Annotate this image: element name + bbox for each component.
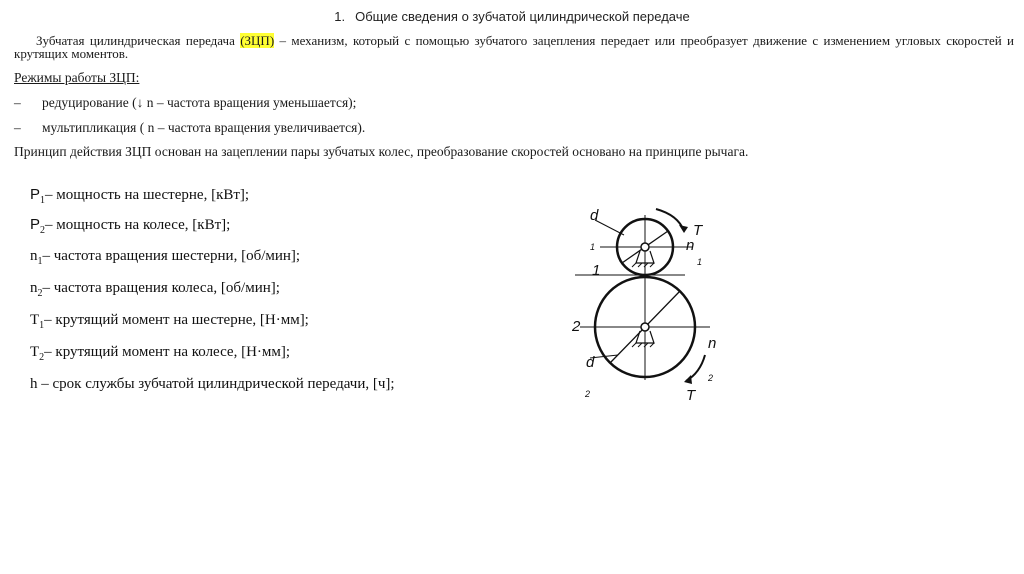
param-symbol: T xyxy=(30,344,40,360)
param-symbol: T xyxy=(30,312,40,328)
d2-label: d xyxy=(586,354,595,371)
n2-sub: 2 xyxy=(708,373,714,383)
param-t1 xyxy=(30,312,309,331)
param-symbol: h xyxy=(30,376,38,392)
intro-highlight: (ЗЦП) xyxy=(240,33,275,48)
mode-dash: – xyxy=(14,95,21,110)
param-symbol: P xyxy=(30,216,41,233)
d2-sub: 2 xyxy=(585,389,591,399)
gear-2-label: 2 xyxy=(572,318,581,335)
n1-label: n xyxy=(686,237,695,254)
param-text: – частота вращения шестерни, [об/мин]; xyxy=(42,248,301,264)
principle-text: Принцип действия ЗЦП основан на зацеплении пары зубчатых колес, преобразование скоростей основано на принципе рычага. xyxy=(14,144,749,159)
t-top-label: T xyxy=(693,222,703,239)
mode-item-reduction xyxy=(14,95,356,111)
param-subscript: 2 xyxy=(40,225,46,236)
param-subscript: 2 xyxy=(37,288,43,299)
intro-after: – механизм, который с помощью зубчатого зацепления передает или преобразует движение с изменением угловых скоростей и крутящих моментов. xyxy=(14,33,1014,61)
mode-item-multiplication xyxy=(14,120,365,136)
torque-arrow-top xyxy=(656,209,684,231)
section-title: Общие сведения о зубчатой цилиндрической передаче xyxy=(355,9,690,24)
intro-before: Зубчатая цилиндрическая передача xyxy=(36,33,241,48)
param-text: – крутящий момент на колесе, [Н·мм]; xyxy=(44,344,291,360)
section-heading xyxy=(0,9,1024,24)
param-text: – мощность на шестерне, [кВт]; xyxy=(45,187,250,203)
gear-pair-diagram xyxy=(560,195,760,410)
n2-label: n xyxy=(708,335,717,352)
param-symbol: P xyxy=(30,186,41,203)
mode-text: мультипликация ( n – частота вращения увеличивается). xyxy=(42,120,366,135)
intro-paragraph xyxy=(14,34,1014,60)
param-text: – крутящий момент на шестерне, [Н·мм]; xyxy=(44,312,309,328)
param-text: – частота вращения колеса, [об/мин]; xyxy=(42,280,280,296)
mode-text: редуцирование (↓ n – частота вращения уменьшается); xyxy=(42,95,357,110)
param-t2 xyxy=(30,344,290,363)
param-n1 xyxy=(30,248,300,267)
d1-label: d xyxy=(590,207,599,224)
d1-sub: 1 xyxy=(590,242,596,252)
param-p2 xyxy=(30,216,230,236)
param-text: – срок службы зубчатой цилиндрической передачи, [ч]; xyxy=(37,376,395,392)
t-bottom-label: T xyxy=(686,387,696,404)
gear-1-label: 1 xyxy=(592,262,601,279)
param-subscript: 1 xyxy=(37,256,43,267)
param-subscript: 1 xyxy=(40,195,46,206)
param-h xyxy=(30,376,395,393)
param-n2 xyxy=(30,280,280,299)
mode-dash: – xyxy=(14,120,21,135)
param-symbol: n xyxy=(30,280,38,296)
param-subscript: 1 xyxy=(39,320,45,331)
modes-title: Режимы работы ЗЦП: xyxy=(14,70,140,85)
section-number: 1. xyxy=(334,9,346,24)
param-subscript: 2 xyxy=(39,352,45,363)
param-p1 xyxy=(30,186,249,206)
n1-sub: 1 xyxy=(697,257,703,267)
torque-arrow-bottom xyxy=(686,355,705,381)
param-text: – мощность на колесе, [кВт]; xyxy=(45,217,231,233)
param-symbol: n xyxy=(30,248,38,264)
